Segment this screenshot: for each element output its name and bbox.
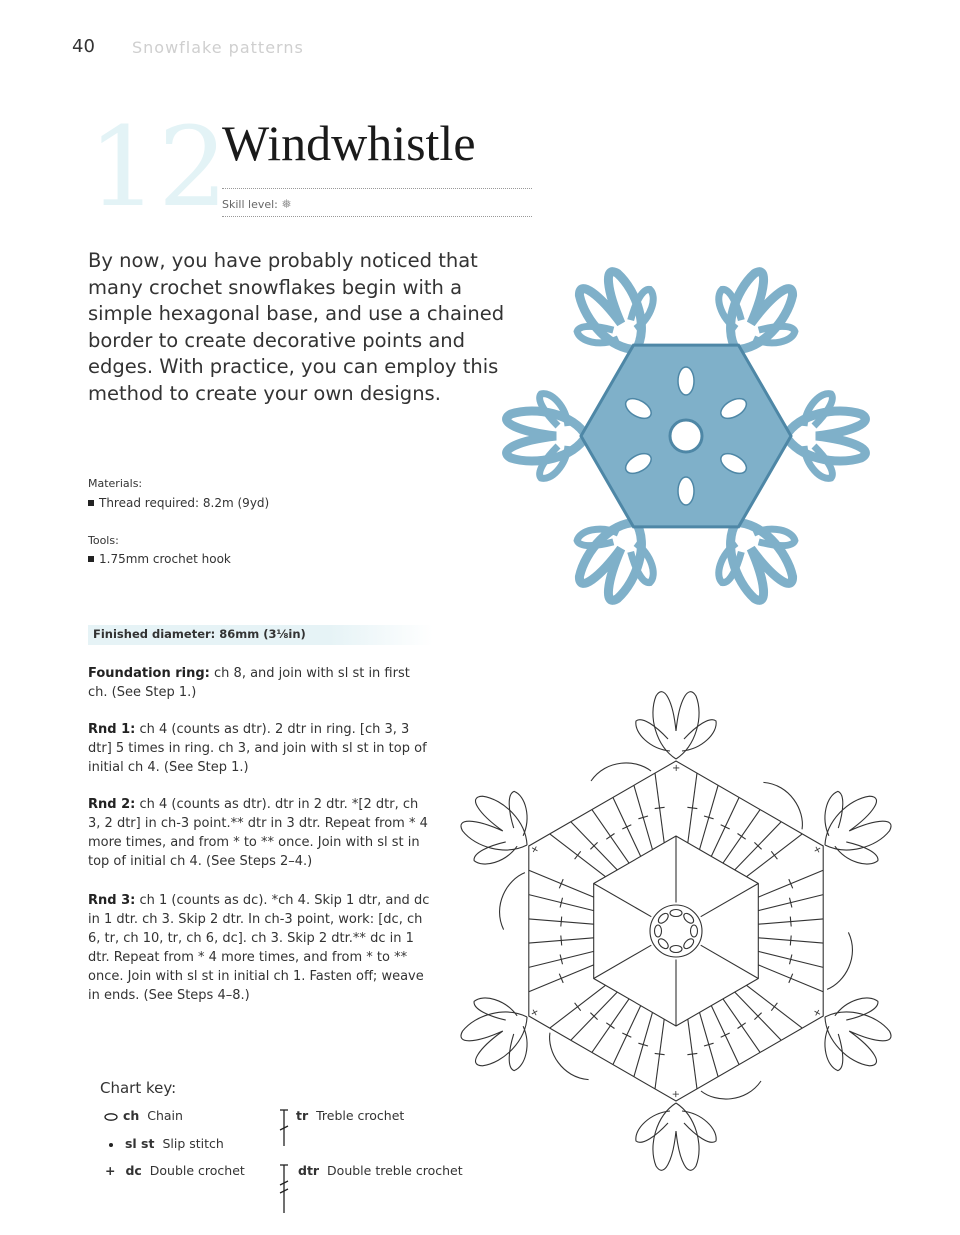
key-double-crochet: + dc Double crochet (105, 1163, 245, 1178)
chart-dc-plus: + (528, 843, 543, 856)
key-double-treble-crochet: dtr Double treble crochet (298, 1163, 463, 1178)
tools-item: 1.75mm crochet hook (88, 552, 231, 566)
chart-stitch-bar (738, 1023, 746, 1029)
crochet-chart (404, 686, 952, 1176)
chart-arm-loop (457, 791, 538, 865)
chart-stitch-bar (790, 936, 791, 946)
chart-center-ring (650, 905, 702, 957)
chart-stitch-bar (655, 807, 665, 808)
instruction-rnd-1: Rnd 1: ch 4 (counts as dtr). 2 dtr in ring. [ch 3, 3 dtr] 5 times in ring. ch 3, and join with sl st in top of initial ch 4. (See Step 1.) (88, 722, 427, 775)
skill-level-label: Skill level: (222, 198, 278, 211)
chain-oval-icon (103, 1112, 119, 1122)
bullet-icon (88, 556, 94, 562)
chart-dc-plus: + (809, 843, 824, 857)
pattern-title: Windwhistle (222, 115, 476, 171)
snowflake-photo-hole (678, 477, 694, 505)
intro-paragraph: By now, you have probably noticed that many crochet snowflakes begin with a simple hexagonal base, and use a chained border to create decorative points and edges. With practice, you can employ this method to create your own designs. (88, 249, 505, 405)
chart-arm-side-loop (812, 791, 856, 836)
chart-scallop (701, 1081, 761, 1099)
chart-arm-loop (813, 997, 894, 1071)
key-slip-stitch: sl st Slip stitch (109, 1136, 224, 1151)
plus-icon: + (105, 1163, 116, 1178)
chart-arm-loop (813, 791, 894, 865)
chart-arm (449, 971, 589, 1124)
chart-stitch-bar (790, 917, 791, 927)
chart-dc-plus: + (528, 1005, 543, 1019)
tools-heading: Tools: (88, 534, 119, 547)
chart-chain-oval (682, 937, 695, 950)
chart-dc-plus: + (809, 1006, 824, 1019)
instruction-foundation: Foundation ring: ch 8, and join with sl st in first ch. (See Step 1.) (88, 666, 410, 700)
chart-scallop (488, 869, 534, 930)
chart-dc-plus: + (671, 1088, 680, 1099)
snowflake-photo-arm (786, 394, 865, 479)
chart-arm-side-loop (496, 1026, 540, 1071)
title-divider-top (222, 188, 532, 189)
chart-stitch-bar (561, 917, 562, 927)
skill-level (222, 197, 291, 211)
title-divider-bottom (222, 216, 532, 217)
chart-stitch-bar (606, 1023, 614, 1029)
chart-chain-oval (655, 925, 662, 937)
instruction-rnd-3: Rnd 3: ch 1 (counts as dc). *ch 4. Skip 1 dtr, and dc in 1 dtr. ch 3. Skip 2 dtr. In ch-3 point, work: [dc, ch 6, tr, ch 10, tr, ch 6, dc]. ch 3. Skip 2 dtr.** dc in 1 dtr. Repeat from * 4 more times, and from * to ** once. Join with sl st in initial ch 1. Fasten off; weave in ends. (See Steps 4–8.) (88, 893, 430, 1003)
chart-chain-oval (682, 912, 695, 925)
treble-stitch-icon (276, 1108, 292, 1148)
snowflake-photo-hole (678, 367, 694, 395)
chart-arm-side-loop (682, 720, 716, 751)
instruction-rnd-2: Rnd 2: ch 4 (counts as dtr). dtr in 2 dtr. *[2 dtr, ch 3, 2 dtr] in ch-3 point.** dtr in 3 dtr. Repeat from * 4 more times, and from * to ** once. Join with sl st in top of initial ch 4. (See Steps 2–4.) (88, 797, 428, 869)
page-number: 40 (72, 36, 95, 57)
chart-arm-side-loop (473, 831, 517, 876)
chart-arm-side-loop (682, 1111, 716, 1142)
chart-arm (426, 777, 566, 930)
running-title: Snowflake patterns (132, 38, 304, 57)
finished-diameter: Finished diameter: 86mm (3⅛in) (93, 627, 306, 641)
chart-arm-side-loop (473, 986, 517, 1031)
chart-stitch-bar (721, 1033, 730, 1037)
chart-chain-oval (657, 937, 670, 950)
chart-stitch-bar (622, 1033, 631, 1037)
chart-stitch-bar (606, 834, 614, 840)
key-treble-crochet: tr Treble crochet (296, 1108, 405, 1123)
chart-stitch-bar (622, 825, 631, 829)
chart-scallop (818, 932, 864, 993)
pattern-number: 12 (88, 103, 228, 231)
chart-stitch-bar (721, 825, 730, 829)
chart-outer-round (529, 761, 823, 1101)
chart-chain-oval (670, 910, 682, 917)
chart-stitch-bar (687, 1053, 697, 1054)
bullet-icon (88, 500, 94, 506)
chart-stitch-bar (575, 1003, 581, 1011)
chart-dc-plus: + (672, 763, 681, 774)
chart-arm-side-loop (496, 791, 540, 836)
chart-arm-side-loop (835, 831, 879, 876)
chart-chain-oval (670, 946, 682, 953)
chart-arm-side-loop (636, 720, 670, 751)
chart-arm (763, 738, 903, 891)
chart-arm (591, 692, 716, 781)
chart-rnd1-stitch (594, 884, 652, 917)
chart-chain-oval (691, 925, 698, 937)
chart-scallop (591, 763, 651, 781)
chart-rnd1-stitch (594, 945, 652, 978)
key-chain: ch Chain (103, 1108, 183, 1123)
dot-icon (109, 1143, 113, 1147)
chart-arm (786, 932, 926, 1085)
snowflake-photo (448, 236, 928, 640)
snowflake-photo-arm (507, 394, 586, 479)
chart-stitch-bar (771, 1003, 777, 1011)
chart-arm-side-loop (835, 986, 879, 1031)
snowflake-icon: ❅ (281, 197, 292, 211)
chart-arm (636, 1081, 761, 1170)
chart-stitch-bar (575, 851, 581, 859)
chart-stitch-bar (771, 851, 777, 859)
materials-item: Thread required: 8.2m (9yd) (88, 496, 269, 510)
chart-arm-side-loop (812, 1026, 856, 1071)
snowflake-photo-center (670, 420, 702, 452)
chart-stitch-bar (738, 834, 746, 840)
chart-arm-loop (457, 997, 538, 1071)
chart-chain-oval (657, 912, 670, 925)
chart-stitch-bar (655, 1053, 665, 1054)
materials-heading: Materials: (88, 477, 143, 490)
chart-stitch-bar (687, 807, 697, 808)
chart-rnd1-stitch (701, 884, 759, 917)
chart-stitch-bar (561, 936, 562, 946)
double-treble-stitch-icon (276, 1163, 292, 1215)
chart-arm-side-loop (636, 1111, 670, 1142)
chart-key-title: Chart key: (100, 1079, 177, 1097)
chart-rnd1-stitch (701, 945, 759, 978)
